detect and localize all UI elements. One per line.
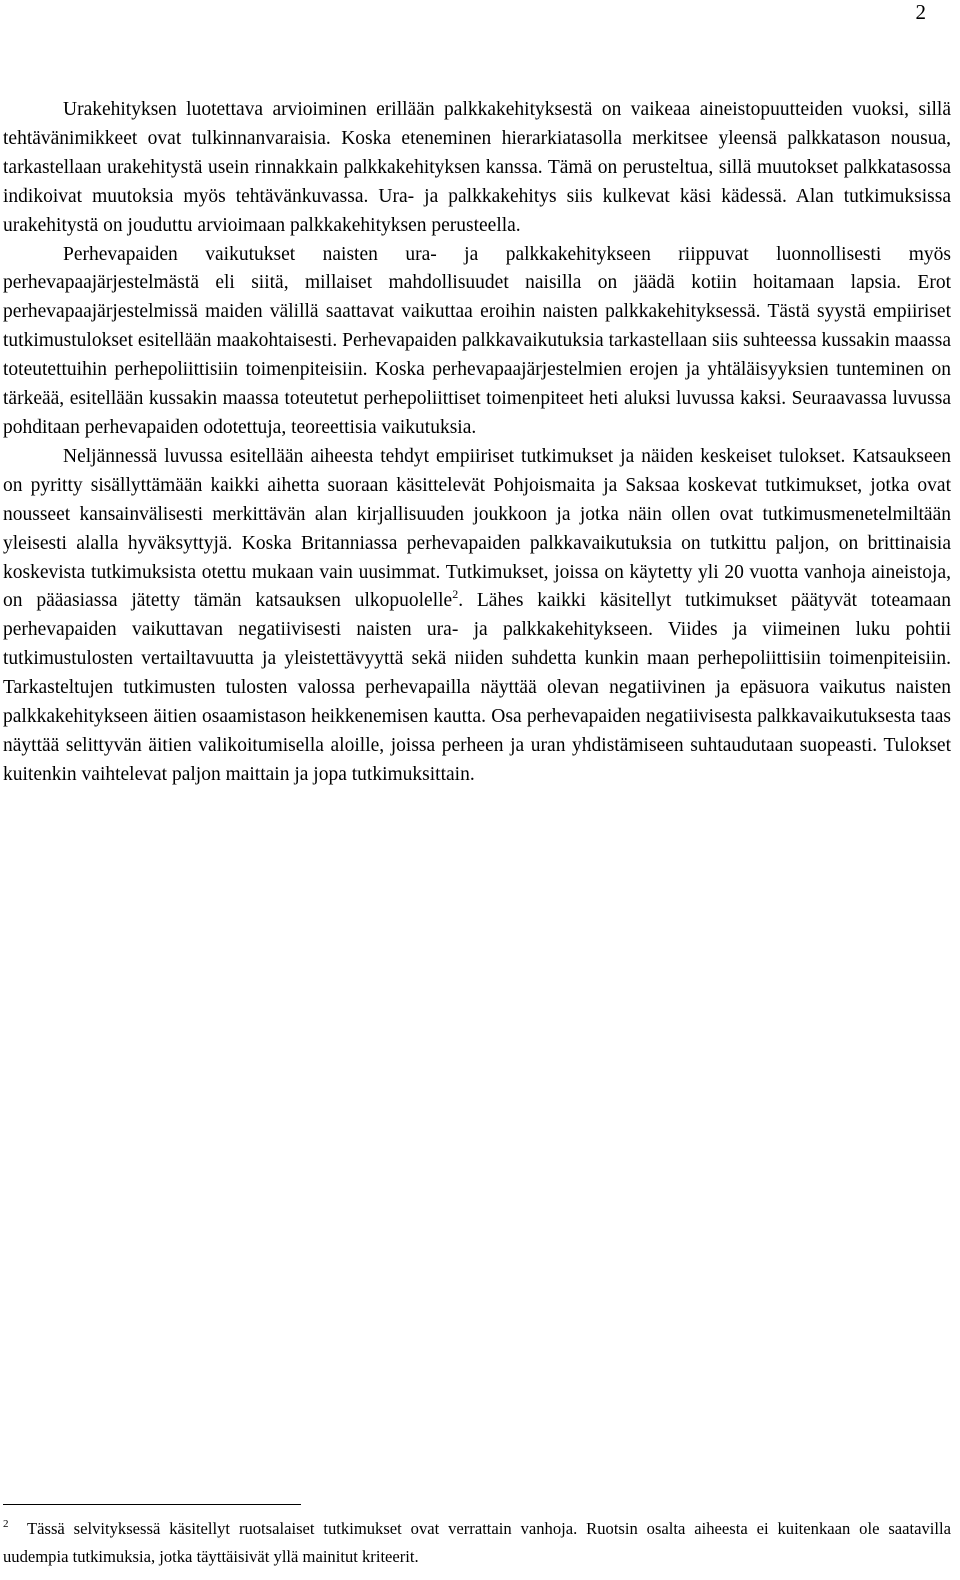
- footnote-text: Tässä selvityksessä käsitellyt ruotsalaiset tutkimukset ovat verrattain vanhoja. Ruotsin osalta aiheesta ei kuitenkaan ole saatavilla uudempia tutkimuksia, jotka täyttäisivät yllä mainitut kriteerit.: [3, 1519, 951, 1566]
- paragraph-2: Perhevapaiden vaikutukset naisten ura- ja palkkakehitykseen riippuvat luonnollisesti myös perhevapaajärjestelmästä eli siitä, millaiset mahdollisuudet naisilla on jäädä kotiin hoitamaan lapsia. Erot perhevapaajärjestelmissä maiden välillä saattavat vaikuttaa eroihin naisten palkkakehityksessä. Tästä syystä empiiriset tutkimustulokset esitellään maakohtaisesti. Perhevapaiden palkkavaikutuksia tarkastellaan siis suhteessa kussakin maassa toteutettuihin perhepoliittisiin toimenpiteisiin. Koska perhevapaajärjestelmien erojen ja yhtäläisyyksien tunteminen on tärkeää, esitellään kussakin maassa toteutetut perhepoliittiset toimenpiteet heti aluksi luvussa kaksi. Seuraavassa luvussa pohditaan perhevapaiden odotettuja, teoreettisia vaikutuksia.: [3, 243, 951, 438]
- footnote-separator: [3, 1504, 301, 1505]
- footnote: 2 Tässä selvityksessä käsitellyt ruotsalaiset tutkimukset ovat verrattain vanhoja. Ruotsin osalta aiheesta ei kuitenkaan ole saatavilla uudempia tutkimuksia, jotka täyttäisivät yllä mainitut kriteerit.: [3, 1518, 951, 1566]
- paragraph-1: Urakehityksen luotettava arvioiminen erillään palkkakehityksestä on vaikeaa aineistopuutteiden vuoksi, sillä tehtävänimikkeet ovat tulkinnanvaraisia. Koska eteneminen hierarkiatasolla merkitsee yleensä palkkatason nousua, tarkastellaan urakehitystä usein rinnakkain palkkakehityksen kanssa. Tämä on perusteltua, sillä muutokset palkkatasossa indikoivat muutoksia myös tehtävänkuvassa. Ura- ja palkkakehitys siis kulkevat käsi kädessä. Alan tutkimuksissa urakehitystä on jouduttu arvioimaan palkkakehityksen perusteella.: [3, 99, 951, 236]
- page-number: 2: [915, 0, 926, 24]
- paragraph-3: [3, 443, 951, 790]
- footnote-reference: 2: [452, 587, 459, 602]
- paragraph-3-text-after-note: . Lähes kaikki käsitellyt tutkimukset päätyvät toteamaan perhevapaiden vaikuttavan negatiivisesti naisten ura- ja palkkakehitykseen. Viides ja viimeinen luku pohtii tutkimustulosten vertailtavuutta ja yleistettävyyttä sekä niiden suhdetta kunkin maan perhepoliittisiin toimenpiteisiin. Tarkasteltujen tutkimusten tulosten valossa perhevapailla näyttää olevan negatiivinen ja epäsuora vaikutus naisten palkkakehitykseen äitien osaamistason heikkenemisen kautta. Osa perhevapaiden negatiivisesta palkkavaikutuksesta taas näyttää selittyvän äitien valikoitumisella aloille, joissa perheen ja uran yhdistämiseen suhtaudutaan suopeasti. Tulokset kuitenkin vaihtelevat paljon maittain ja jopa tutkimuksittain.: [3, 590, 951, 785]
- paragraph-3-text-before-note: Neljännessä luvussa esitellään aiheesta tehdyt empiiriset tutkimukset ja näiden keskeiset tulokset. Katsaukseen on pyritty sisällyttämään kaikki aihetta suoraan käsittelevät Pohjoismaita ja Saksaa koskevat tutkimukset, jotka ovat nousseet kansainvälisesti merkittävän alan kirjallisuuden joukkoon ja jotka näin ollen ovat tutkimusmenetelmiltään yleisesti alalla hyväksyttyjä. Koska Britanniassa perhevapaiden palkkavaikutuksia on tutkittu paljon, on brittinaisia koskevista tutkimuksista otettu mukaan vain uusimmat. Tutkimukset, joissa on käytetty yli 20 vuotta vanhoja aineistoja, on pääasiassa jätetty tämän katsauksen ulkopuolelle: [3, 445, 951, 612]
- body-text: [3, 96, 951, 790]
